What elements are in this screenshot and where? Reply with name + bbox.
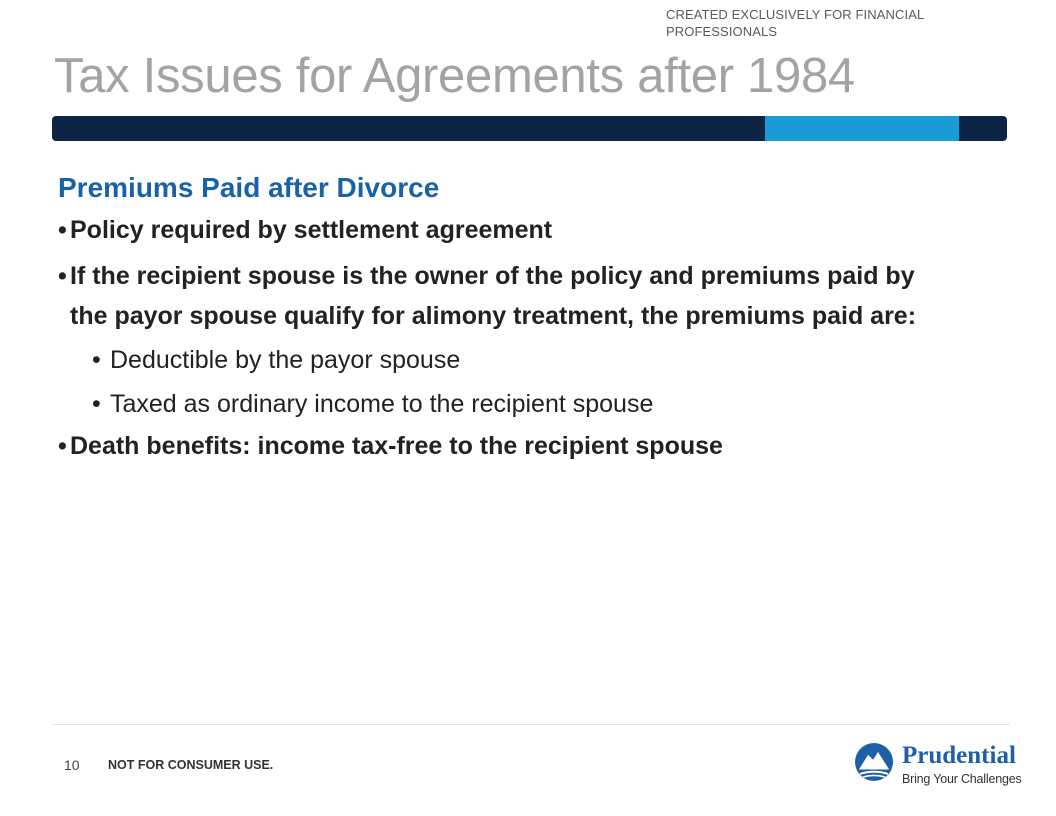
footer-note: NOT FOR CONSUMER USE. — [108, 758, 274, 772]
slide-title: Tax Issues for Agreements after 1984 — [54, 49, 855, 103]
sub-bullet-item — [58, 340, 1018, 380]
bullet-item — [58, 256, 1018, 336]
footer-divider — [52, 724, 1010, 725]
bullet-item — [58, 426, 1018, 466]
logo-tagline: Bring Your Challenges — [902, 772, 1022, 786]
slide-content — [58, 168, 1018, 466]
accent-bar-dark-segment — [52, 116, 765, 141]
section-subtitle: Premiums Paid after Divorce — [58, 172, 440, 203]
sub-bullet-item — [58, 384, 1018, 424]
title-accent-bar — [52, 116, 1007, 141]
accent-bar-blue-segment — [765, 116, 959, 141]
logo-wordmark: Prudential — [902, 742, 1016, 769]
bullet-item — [58, 210, 1018, 250]
disclaimer: CREATED EXCLUSIVELY FOR FINANCIAL PROFESSIONALS — [666, 7, 924, 39]
bullet-text: Policy required by settlement agreement — [70, 216, 553, 244]
sub-bullet-marker: • — [92, 346, 101, 374]
bullet-text: If the recipient spouse is the owner of the policy and premiums paid by the payor spouse qualify for alimony treatment, the premiums paid are: — [70, 262, 917, 330]
sub-bullet-marker: • — [92, 390, 101, 418]
page-number: 10 — [64, 757, 80, 773]
prudential-logo — [854, 742, 1022, 790]
bullet-marker: • — [58, 216, 67, 244]
bullet-text: Death benefits: income tax-free to the recipient spouse — [70, 432, 723, 460]
accent-bar-end-segment — [959, 116, 1007, 141]
sub-bullet-text: Taxed as ordinary income to the recipient spouse — [110, 390, 654, 418]
bullet-marker: • — [58, 262, 67, 290]
rock-of-gibraltar-icon — [854, 742, 894, 782]
bullet-marker: • — [58, 432, 67, 460]
sub-bullet-text: Deductible by the payor spouse — [110, 346, 461, 374]
